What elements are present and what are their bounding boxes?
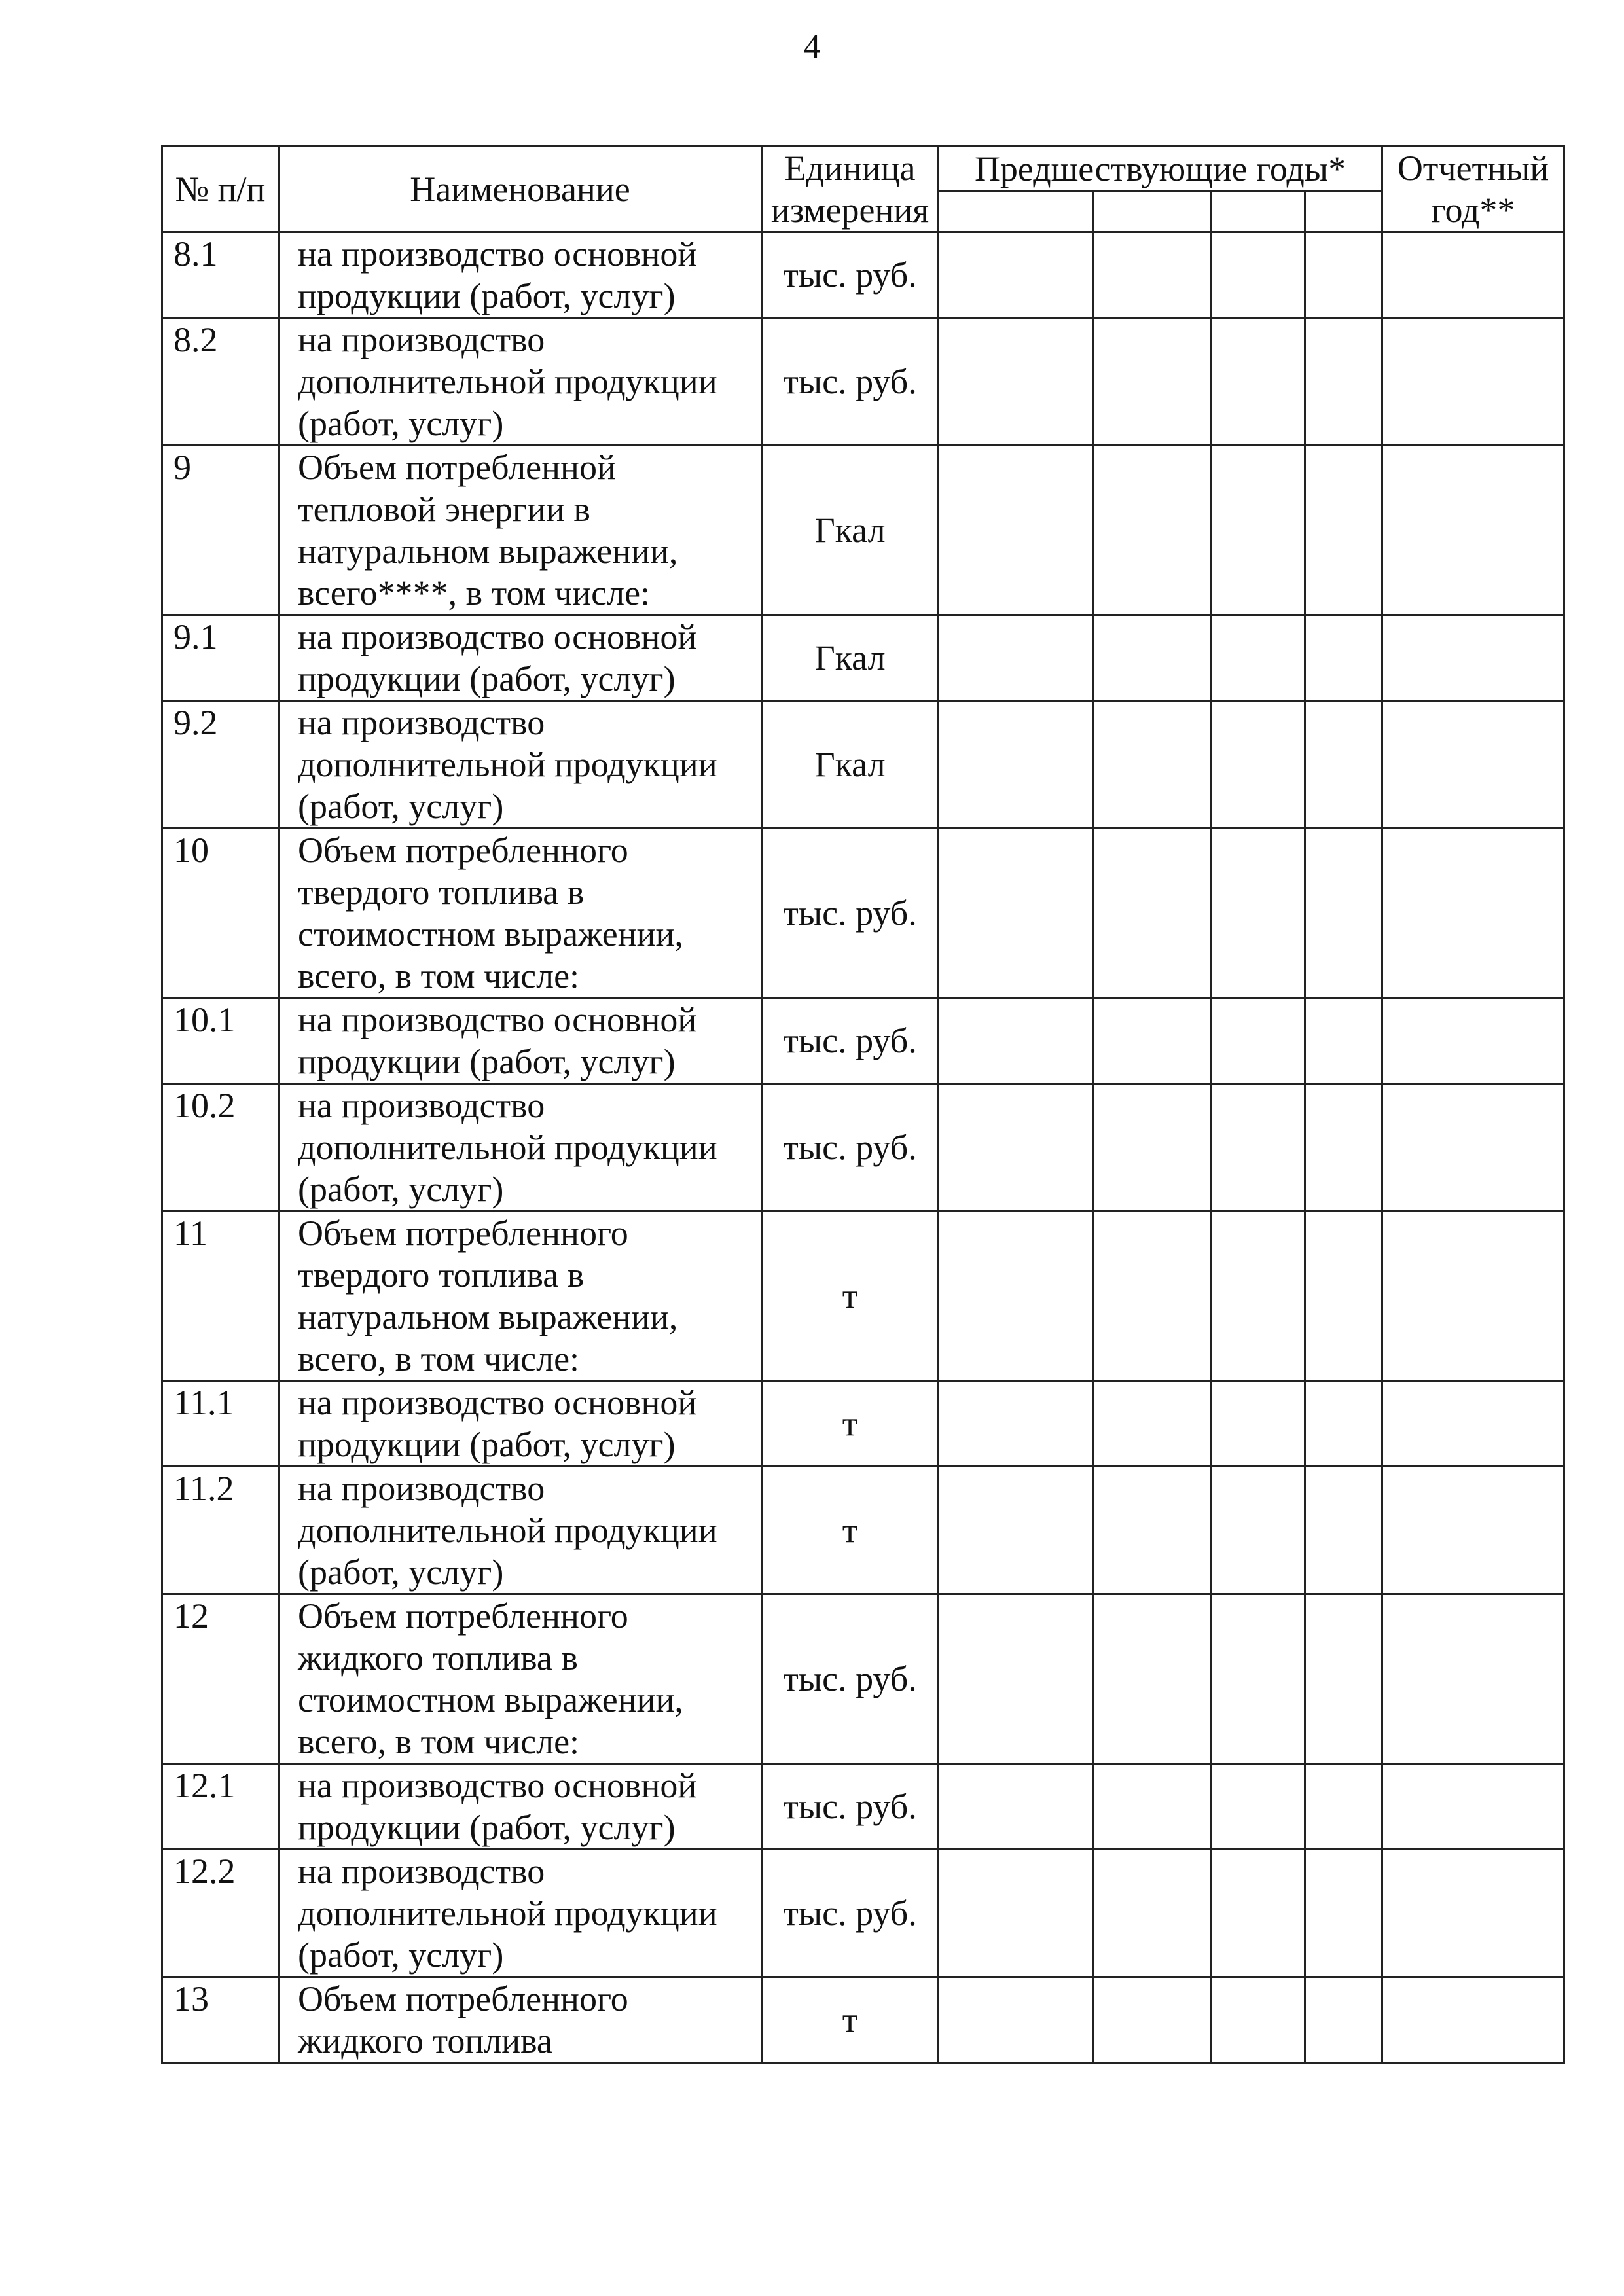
- row-unit: тыс. руб.: [762, 318, 939, 446]
- previous-year-cell-4: [1305, 446, 1382, 615]
- previous-year-cell-2: [1093, 1594, 1211, 1764]
- previous-year-cell-4: [1305, 701, 1382, 829]
- row-number: 11.1: [162, 1381, 279, 1467]
- row-number: 8.1: [162, 232, 279, 318]
- previous-year-cell-1: [939, 1084, 1093, 1211]
- row-number: 11: [162, 1211, 279, 1381]
- previous-year-cell-3: [1211, 998, 1305, 1084]
- table-row: [162, 1211, 1564, 1381]
- row-number: 9.2: [162, 701, 279, 829]
- previous-year-cell-3: [1211, 701, 1305, 829]
- previous-year-cell-1: [939, 1594, 1093, 1764]
- row-name: на производство основной продукции (работ, услуг): [279, 615, 762, 701]
- previous-year-cell-2: [1093, 1211, 1211, 1381]
- previous-year-cell-3: [1211, 232, 1305, 318]
- previous-year-cell-4: [1305, 615, 1382, 701]
- previous-year-cell-1: [939, 829, 1093, 998]
- previous-year-cell-3: [1211, 1381, 1305, 1467]
- previous-year-cell-2: [1093, 1977, 1211, 2063]
- previous-year-cell-2: [1093, 318, 1211, 446]
- row-unit: тыс. руб.: [762, 1850, 939, 1977]
- previous-year-cell-2: [1093, 829, 1211, 998]
- table-row: [162, 1084, 1564, 1211]
- row-number: 9: [162, 446, 279, 615]
- row-number: 10: [162, 829, 279, 998]
- previous-year-cell-1: [939, 1977, 1093, 2063]
- table-row: [162, 1764, 1564, 1850]
- previous-year-cell-3: [1211, 1211, 1305, 1381]
- report-year-cell: [1382, 1764, 1564, 1850]
- table-row: [162, 446, 1564, 615]
- previous-year-cell-1: [939, 232, 1093, 318]
- row-unit: т: [762, 1977, 939, 2063]
- row-name: на производство основной продукции (работ, услуг): [279, 232, 762, 318]
- row-unit: тыс. руб.: [762, 829, 939, 998]
- previous-year-cell-4: [1305, 998, 1382, 1084]
- previous-year-cell-3: [1211, 318, 1305, 446]
- previous-year-cell-2: [1093, 1084, 1211, 1211]
- previous-year-cell-1: [939, 998, 1093, 1084]
- previous-year-cell-2: [1093, 701, 1211, 829]
- previous-year-cell-1: [939, 1381, 1093, 1467]
- previous-year-cell-1: [939, 1467, 1093, 1594]
- row-unit: тыс. руб.: [762, 1764, 939, 1850]
- indicators-table: [161, 145, 1565, 2064]
- report-year-cell: [1382, 829, 1564, 998]
- previous-year-cell-4: [1305, 1764, 1382, 1850]
- previous-year-cell-4: [1305, 1211, 1382, 1381]
- row-name: Объем потребленного жидкого топлива: [279, 1977, 762, 2063]
- previous-year-cell-3: [1211, 1467, 1305, 1594]
- header-num: № п/п: [162, 147, 279, 232]
- row-name: Объем потребленного жидкого топлива в стоимостном выражении, всего, в том числе:: [279, 1594, 762, 1764]
- table-row: [162, 1850, 1564, 1977]
- previous-year-cell-1: [939, 1764, 1093, 1850]
- report-year-cell: [1382, 701, 1564, 829]
- table-row: [162, 701, 1564, 829]
- page-number: 4: [803, 28, 821, 65]
- table-row: [162, 1594, 1564, 1764]
- previous-year-cell-2: [1093, 232, 1211, 318]
- previous-year-cell-4: [1305, 829, 1382, 998]
- report-year-cell: [1382, 1467, 1564, 1594]
- table-row: [162, 232, 1564, 318]
- previous-year-cell-3: [1211, 1764, 1305, 1850]
- previous-year-cell-4: [1305, 232, 1382, 318]
- table-row: [162, 998, 1564, 1084]
- row-name: на производство дополнительной продукции (работ, услуг): [279, 1467, 762, 1594]
- row-number: 11.2: [162, 1467, 279, 1594]
- previous-year-cell-3: [1211, 446, 1305, 615]
- row-name: на производство дополнительной продукции (работ, услуг): [279, 318, 762, 446]
- previous-year-cell-4: [1305, 1594, 1382, 1764]
- previous-year-cell-1: [939, 1850, 1093, 1977]
- row-name: на производство дополнительной продукции (работ, услуг): [279, 1084, 762, 1211]
- row-number: 10.1: [162, 998, 279, 1084]
- row-unit: Гкал: [762, 701, 939, 829]
- previous-year-cell-1: [939, 318, 1093, 446]
- row-name: на производство основной продукции (работ, услуг): [279, 998, 762, 1084]
- header-year-1: [939, 192, 1093, 232]
- report-year-cell: [1382, 1381, 1564, 1467]
- row-name: Объем потребленной тепловой энергии в натуральном выражении, всего****, в том числе:: [279, 446, 762, 615]
- row-unit: тыс. руб.: [762, 998, 939, 1084]
- previous-year-cell-2: [1093, 1467, 1211, 1594]
- header-unit: Единица измерения: [762, 147, 939, 232]
- table-row: [162, 1381, 1564, 1467]
- row-name: на производство дополнительной продукции (работ, услуг): [279, 701, 762, 829]
- report-year-cell: [1382, 1594, 1564, 1764]
- row-number: 10.2: [162, 1084, 279, 1211]
- previous-year-cell-1: [939, 615, 1093, 701]
- previous-year-cell-1: [939, 701, 1093, 829]
- row-unit: Гкал: [762, 446, 939, 615]
- header-name: Наименование: [279, 147, 762, 232]
- row-name: на производство основной продукции (работ, услуг): [279, 1764, 762, 1850]
- previous-year-cell-3: [1211, 1594, 1305, 1764]
- report-year-cell: [1382, 318, 1564, 446]
- previous-year-cell-3: [1211, 829, 1305, 998]
- table-row: [162, 615, 1564, 701]
- previous-year-cell-1: [939, 446, 1093, 615]
- report-year-cell: [1382, 446, 1564, 615]
- header-year-2: [1093, 192, 1211, 232]
- row-unit: т: [762, 1211, 939, 1381]
- table-row: [162, 829, 1564, 998]
- report-year-cell: [1382, 615, 1564, 701]
- row-unit: т: [762, 1467, 939, 1594]
- row-number: 9.1: [162, 615, 279, 701]
- table-row: [162, 318, 1564, 446]
- previous-year-cell-2: [1093, 615, 1211, 701]
- header-previous-years: Предшествующие годы*: [939, 147, 1382, 192]
- previous-year-cell-3: [1211, 615, 1305, 701]
- table-row: [162, 1467, 1564, 1594]
- table-row: [162, 1977, 1564, 2063]
- report-year-cell: [1382, 1977, 1564, 2063]
- row-number: 12: [162, 1594, 279, 1764]
- row-unit: тыс. руб.: [762, 1594, 939, 1764]
- previous-year-cell-3: [1211, 1850, 1305, 1977]
- row-unit: т: [762, 1381, 939, 1467]
- row-name: Объем потребленного твердого топлива в стоимостном выражении, всего, в том числе:: [279, 829, 762, 998]
- previous-year-cell-2: [1093, 1764, 1211, 1850]
- previous-year-cell-2: [1093, 1381, 1211, 1467]
- row-number: 12.2: [162, 1850, 279, 1977]
- previous-year-cell-4: [1305, 1381, 1382, 1467]
- previous-year-cell-2: [1093, 998, 1211, 1084]
- row-number: 13: [162, 1977, 279, 2063]
- previous-year-cell-4: [1305, 1850, 1382, 1977]
- row-name: Объем потребленного твердого топлива в натуральном выражении, всего, в том числе:: [279, 1211, 762, 1381]
- report-year-cell: [1382, 1211, 1564, 1381]
- row-unit: Гкал: [762, 615, 939, 701]
- row-name: на производство основной продукции (работ, услуг): [279, 1381, 762, 1467]
- previous-year-cell-3: [1211, 1977, 1305, 2063]
- previous-year-cell-3: [1211, 1084, 1305, 1211]
- previous-year-cell-2: [1093, 1850, 1211, 1977]
- header-report-year: Отчетный год**: [1382, 147, 1564, 232]
- header-year-3: [1211, 192, 1305, 232]
- previous-year-cell-2: [1093, 446, 1211, 615]
- row-number: 8.2: [162, 318, 279, 446]
- row-name: на производство дополнительной продукции (работ, услуг): [279, 1850, 762, 1977]
- header-year-4: [1305, 192, 1382, 232]
- row-unit: тыс. руб.: [762, 1084, 939, 1211]
- report-year-cell: [1382, 232, 1564, 318]
- report-year-cell: [1382, 998, 1564, 1084]
- previous-year-cell-4: [1305, 1084, 1382, 1211]
- previous-year-cell-4: [1305, 1467, 1382, 1594]
- row-number: 12.1: [162, 1764, 279, 1850]
- report-year-cell: [1382, 1084, 1564, 1211]
- report-year-cell: [1382, 1850, 1564, 1977]
- previous-year-cell-1: [939, 1211, 1093, 1381]
- previous-year-cell-4: [1305, 1977, 1382, 2063]
- row-unit: тыс. руб.: [762, 232, 939, 318]
- previous-year-cell-4: [1305, 318, 1382, 446]
- header-row: [162, 147, 1564, 192]
